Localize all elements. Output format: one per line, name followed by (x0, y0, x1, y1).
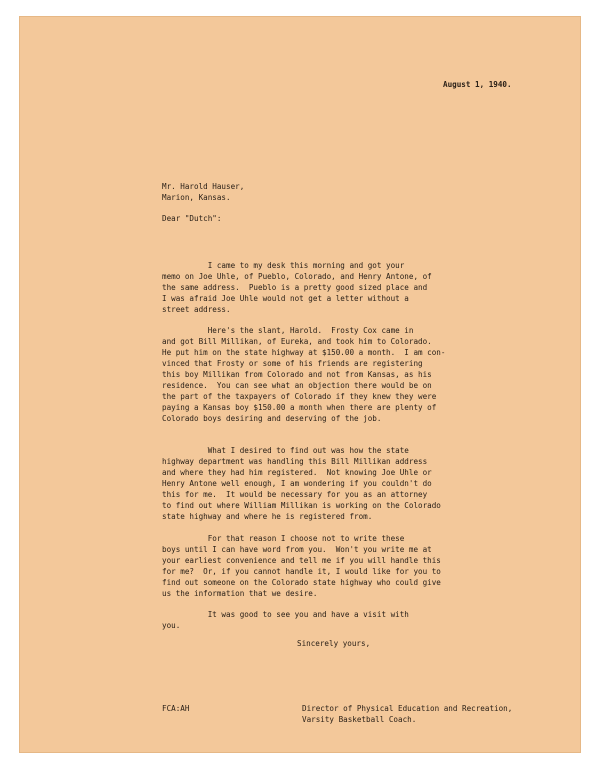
paragraph-line: to find out where William Millikan is working on the Colorado (162, 501, 441, 510)
paragraph-line: you. (162, 621, 181, 630)
paragraph-line: I came to my desk this morning and got your (162, 261, 405, 270)
closing: Sincerely yours, (297, 639, 371, 648)
paragraph-line: residence. You can see what an objection there would be on (162, 381, 432, 390)
recipient-location: Marion, Kansas. (162, 193, 231, 202)
paragraph-line: for me? Or, if you cannot handle it, I would like for you to (162, 567, 441, 576)
signature-title-line-2: Varsity Basketball Coach. (302, 715, 417, 724)
paragraph-line: and where they had him registered. Not knowing Joe Uhle or (162, 468, 432, 477)
paragraph-line: this boy Millikan from Colorado and not from Kansas, as his (162, 370, 432, 379)
paragraph-line: It was good to see you and have a visit with (162, 610, 409, 619)
reference-initials: FCA:AH (162, 704, 190, 713)
recipient-name: Mr. Harold Hauser, (162, 182, 245, 191)
paragraph-line: paying a Kansas boy $150.00 a month when there are plenty of (162, 403, 437, 412)
paragraph-line: find out someone on the Colorado state highway who could give (162, 578, 441, 587)
letter-page (19, 16, 581, 753)
paragraph-line: this for me. It would be necessary for you as an attorney (162, 490, 428, 499)
paragraph-line: He put him on the state highway at $150.00 a month. I am con- (162, 348, 446, 357)
signature-title-line-1: Director of Physical Education and Recreation, (302, 704, 513, 713)
paragraph-line: street address. (162, 305, 231, 314)
paragraph-line: Henry Antone well enough, I am wondering if you couldn't do (162, 479, 432, 488)
paragraph-line: Here's the slant, Harold. Frosty Cox came in (162, 326, 414, 335)
paragraph-line: state highway and where he is registered from. (162, 512, 373, 521)
paragraph-line: highway department was handling this Bill Millikan address (162, 457, 428, 466)
letter-date: August 1, 1940. (443, 80, 512, 89)
paragraph-line: vinced that Frosty or some of his friends are registering (162, 359, 423, 368)
paragraph-line: and got Bill Millikan, of Eureka, and took him to Colorado. (162, 337, 432, 346)
paragraph-line: boys until I can have word from you. Won't you write me at (162, 545, 432, 554)
paragraph-line: I was afraid Joe Uhle would not get a letter without a (162, 294, 409, 303)
paragraph-line: Colorado boys desiring and deserving of the job. (162, 414, 382, 423)
paragraph-line: us the information that we desire. (162, 589, 318, 598)
paragraph-line: your earliest convenience and tell me if you will handle this (162, 556, 441, 565)
paragraph-line: the same address. Pueblo is a pretty good sized place and (162, 283, 428, 292)
paragraph-line: For that reason I choose not to write these (162, 534, 405, 543)
paragraph-line: memo on Joe Uhle, of Pueblo, Colorado, and Henry Antone, of (162, 272, 432, 281)
salutation: Dear "Dutch": (162, 214, 222, 223)
paragraph-line: What I desired to find out was how the state (162, 446, 409, 455)
paragraph-line: the part of the taxpayers of Colorado if they knew they were (162, 392, 437, 401)
